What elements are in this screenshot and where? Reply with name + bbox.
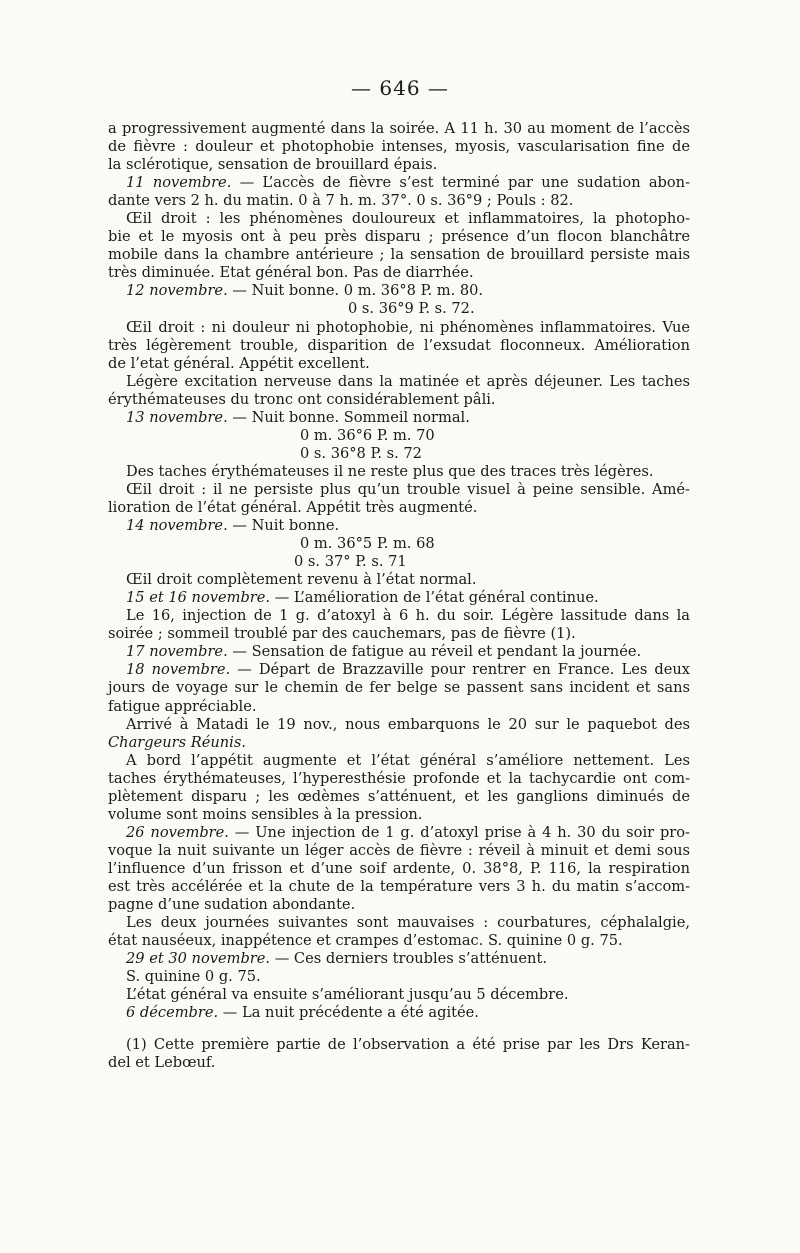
text-line	[108, 770, 690, 788]
line-text: érythémateuses du tronc ont considérablement pâli.	[108, 390, 496, 408]
line-text: bie et le myosis ont à peu près disparu ; présence d’un flocon blanchâtre	[108, 228, 690, 246]
line-text: Œil droit : ni douleur ni photophobie, ni phénomènes inflammatoires. Vue	[126, 318, 690, 336]
line-text: voque la nuit suivante un léger accès de fièvre : réveil à minuit et demi sous	[108, 841, 690, 859]
text-line	[108, 138, 690, 156]
text-line	[108, 427, 690, 445]
text-line	[108, 481, 690, 499]
line-text: taches érythémateuses, l’hyperesthésie profonde et la tachycardie ont com-	[108, 769, 690, 787]
text-line	[108, 661, 690, 679]
date-heading: 11 novembre.	[126, 174, 232, 192]
text-line	[108, 824, 690, 842]
body-text	[108, 120, 690, 1072]
text-line	[108, 391, 690, 409]
line-text: est très accélérée et la chute de la température vers 3 h. du matin s’accom-	[108, 877, 690, 895]
line-text: Des taches érythémateuses il ne reste plus que des traces très légères.	[126, 462, 654, 480]
text-line	[108, 806, 690, 824]
text-line	[108, 950, 690, 968]
text-line	[108, 463, 690, 481]
line-text: 0 s. 36°8 P. s. 72	[300, 444, 422, 462]
date-heading: 29 et 30 novembre.	[126, 950, 271, 968]
line-text: dante vers 2 h. du matin. 0 à 7 h. m. 37°. 0 s. 36°9 ; Pouls : 82.	[108, 192, 574, 210]
line-text: — L’amélioration de l’état général continue.	[270, 589, 599, 607]
line-text: de l’etat général. Appétit excellent.	[108, 354, 370, 372]
line-text: soirée ; sommeil troublé par des cauchemars, pas de fièvre (1).	[108, 625, 576, 643]
date-heading: 6 décembre.	[126, 1004, 219, 1022]
text-line	[108, 878, 690, 896]
line-text: Œil droit : il ne persiste plus qu’un trouble visuel à peine sensible. Amé-	[126, 480, 690, 498]
line-text: — La nuit précédente a été agitée.	[218, 1004, 479, 1022]
line-text: fatigue appréciable.	[108, 697, 257, 715]
text-line	[108, 607, 690, 625]
text-line	[108, 445, 690, 463]
line-text: Les deux journées suivantes sont mauvaises : courbatures, céphalalgie,	[126, 914, 690, 932]
line-text: Légère excitation nerveuse dans la matinée et après déjeuner. Les taches	[126, 372, 690, 390]
text-line	[108, 355, 690, 373]
line-text: 0 s. 37° P. s. 71	[294, 553, 407, 571]
line-text: — Départ de Brazzaville pour rentrer en France. Les deux	[230, 661, 690, 679]
line-text: très légèrement trouble, disparition de l’exsudat floconneux. Amélioration	[108, 336, 690, 354]
text-line	[108, 842, 690, 860]
date-heading: Chargeurs Réunis.	[108, 733, 246, 751]
text-line	[108, 319, 690, 337]
text-line	[108, 517, 690, 535]
line-text: 0 m. 36°6 P. m. 70	[300, 426, 435, 444]
line-text: volume sont moins sensibles à la pression.	[108, 805, 423, 823]
text-line	[108, 156, 690, 174]
page-number: — 646 —	[351, 76, 449, 100]
text-line	[108, 679, 690, 697]
text-line	[108, 643, 690, 661]
line-text: Œil droit complètement revenu à l’état normal.	[126, 571, 477, 589]
text-line	[108, 337, 690, 355]
line-text: l’influence d’un frisson et d’une soif ardente, 0. 38°8, P. 116, la respiration	[108, 859, 690, 877]
text-line	[108, 373, 690, 391]
text-line	[108, 625, 690, 643]
text-line	[108, 120, 690, 138]
text-line	[108, 409, 690, 427]
text-line	[108, 589, 690, 607]
text-line	[108, 174, 690, 192]
line-text: L’état général va ensuite s’améliorant jusqu’au 5 décembre.	[126, 986, 569, 1004]
text-line	[108, 264, 690, 282]
text-line	[108, 734, 690, 752]
line-text: Le 16, injection de 1 g. d’atoxyl à 6 h. du soir. Légère lassitude dans la	[126, 607, 690, 625]
text-line	[108, 896, 690, 914]
line-text: lioration de l’état général. Appétit très augmenté.	[108, 498, 478, 516]
line-text: Œil droit : les phénomènes douloureux et inflammatoires, la photopho-	[126, 210, 690, 228]
text-line	[108, 986, 690, 1004]
text-line	[108, 860, 690, 878]
date-heading: 14 novembre.	[126, 517, 228, 535]
line-text: 0 m. 36°5 P. m. 68	[300, 535, 435, 553]
line-text: — Nuit bonne.	[227, 517, 340, 535]
line-text: jours de voyage sur le chemin de fer belge se passent sans incident et sans	[108, 679, 690, 697]
text-line	[108, 914, 690, 932]
date-heading: 17 novembre.	[126, 643, 228, 661]
line-text: Arrivé à Matadi le 19 nov., nous embarquons le 20 sur le paquebot des	[126, 715, 690, 733]
text-line	[108, 571, 690, 589]
footnote-line: (1) Cette première partie de l’observation a été prise par les Drs Keran-	[126, 1036, 690, 1054]
line-text: — Ces derniers troubles s’atténuent.	[270, 950, 547, 968]
line-text: — L’accès de fièvre s’est terminé par une sudation abon-	[231, 174, 690, 192]
text-line	[108, 553, 690, 571]
footnote-line: del et Lebœuf.	[108, 1054, 216, 1072]
text-line	[108, 192, 690, 210]
line-text: très diminuée. Etat général bon. Pas de diarrhée.	[108, 264, 474, 282]
date-heading: 13 novembre.	[126, 408, 228, 426]
footnote	[108, 1036, 690, 1072]
date-heading: 12 novembre.	[126, 282, 228, 300]
line-text: état nauséeux, inappétence et crampes d’estomac. S. quinine 0 g. 75.	[108, 932, 623, 950]
line-text: a progressivement augmenté dans la soirée. A 11 h. 30 au moment de l’accès	[108, 120, 690, 137]
text-line	[108, 499, 690, 517]
text-line	[108, 535, 690, 553]
text-line	[108, 968, 690, 986]
text-line	[108, 932, 690, 950]
line-text: mobile dans la chambre antérieure ; la sensation de brouillard persiste mais	[108, 246, 690, 264]
text-line	[108, 246, 690, 264]
text-line	[108, 282, 690, 300]
line-text: — Nuit bonne. 0 m. 36°8 P. m. 80.	[227, 282, 484, 300]
text-line	[108, 210, 690, 228]
line-text: — Nuit bonne. Sommeil normal.	[227, 408, 470, 426]
text-line	[108, 788, 690, 806]
line-text: — Sensation de fatigue au réveil et pendant la journée.	[227, 643, 642, 661]
date-heading: 26 novembre.	[126, 823, 229, 841]
line-text: — Une injection de 1 g. d’atoxyl prise à 4 h. 30 du soir pro-	[228, 823, 690, 841]
text-line	[108, 698, 690, 716]
line-text: de fièvre : douleur et photophobie intenses, myosis, vascularisation fine de	[108, 138, 690, 156]
line-text: la sclérotique, sensation de brouillard épais.	[108, 156, 438, 174]
line-text: 0 s. 36°9 P. s. 72.	[348, 300, 475, 318]
text-line	[108, 228, 690, 246]
line-text: A bord l’appétit augmente et l’état général s’améliore nettement. Les	[126, 751, 690, 769]
text-line	[108, 1004, 690, 1022]
date-heading: 15 et 16 novembre.	[126, 589, 271, 607]
text-line	[108, 716, 690, 734]
text-line	[108, 752, 690, 770]
line-text: pagne d’une sudation abondante.	[108, 896, 356, 914]
date-heading: 18 novembre.	[126, 661, 231, 679]
text-line	[108, 300, 690, 318]
line-text: plètement disparu ; les œdèmes s’atténuent, et les ganglions diminués de	[108, 787, 690, 805]
line-text: S. quinine 0 g. 75.	[126, 968, 261, 986]
